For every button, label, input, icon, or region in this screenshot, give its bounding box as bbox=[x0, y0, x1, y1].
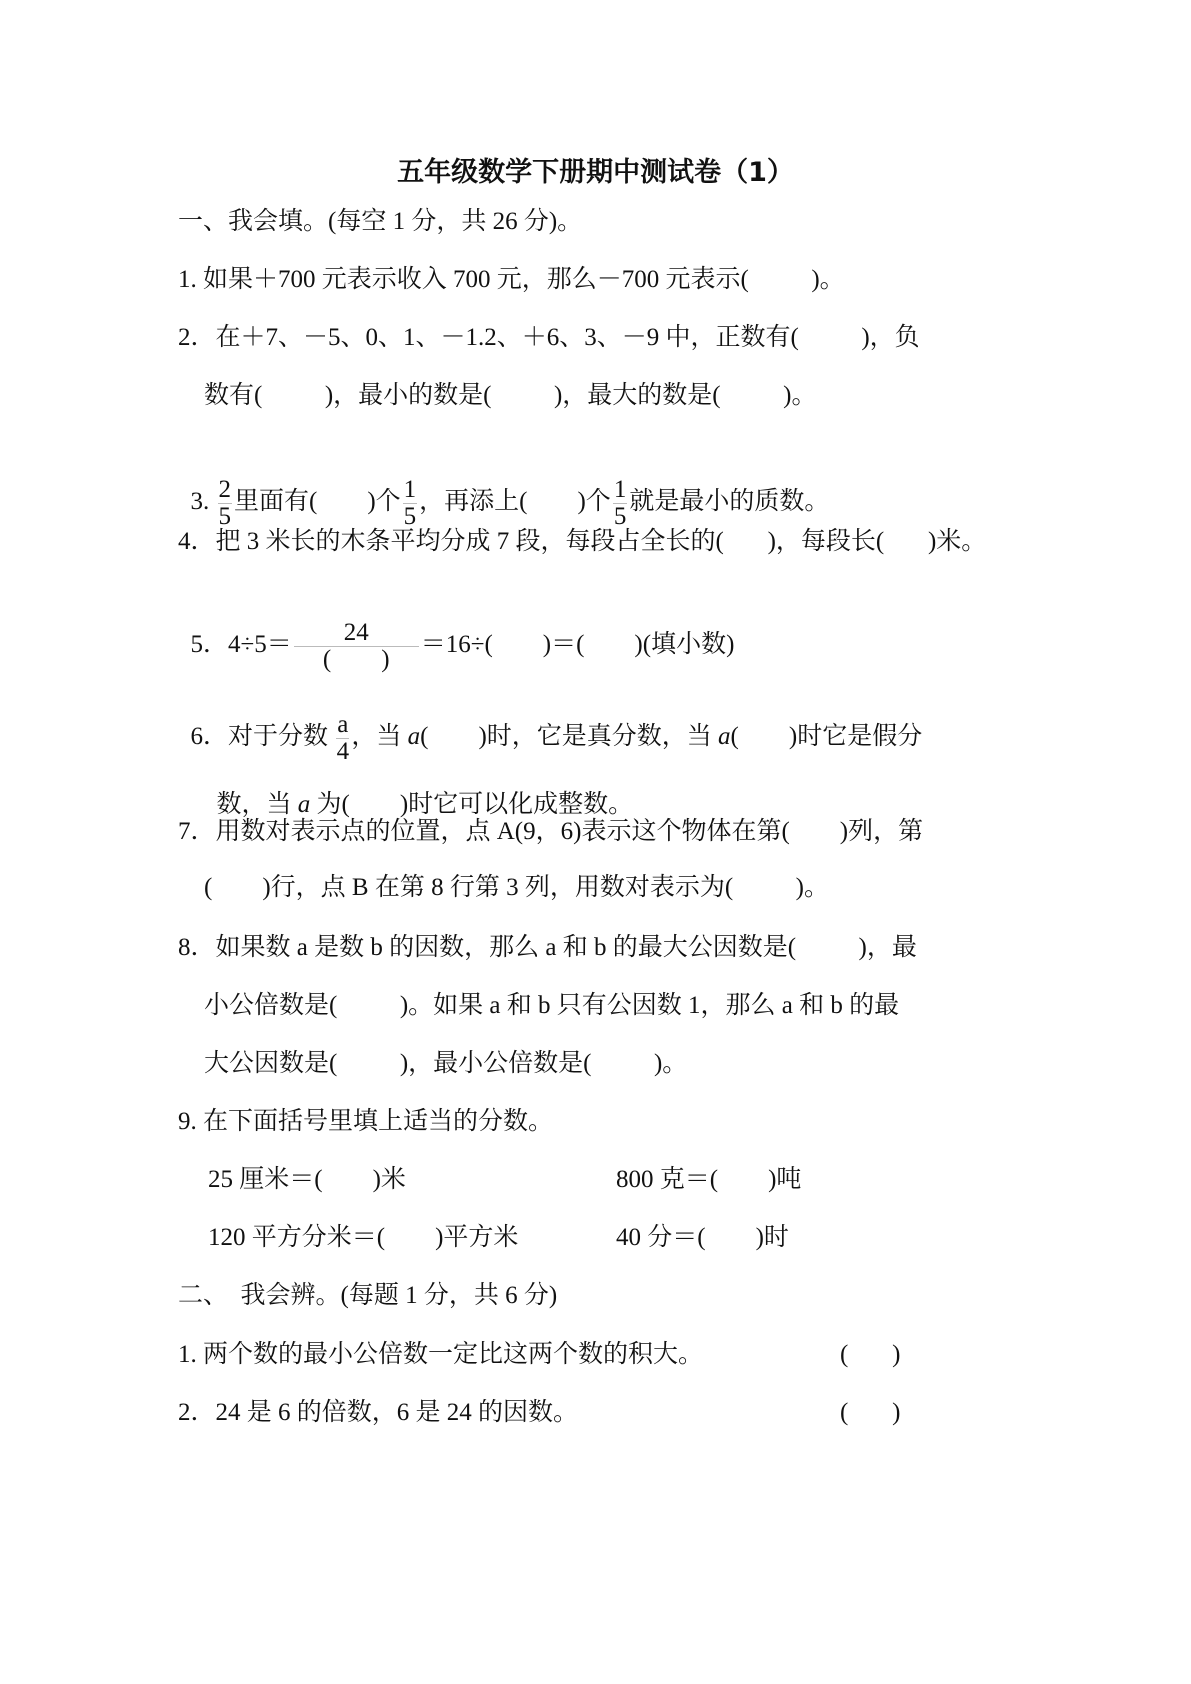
judge-question-2: 2．24 是 6 的倍数，6 是 24 的因数。 bbox=[178, 1399, 579, 1426]
question-9: 9. 在下面括号里填上适当的分数。 bbox=[178, 1108, 554, 1135]
fraction-2-5 bbox=[218, 477, 233, 530]
q6-text-1: ，当 bbox=[351, 723, 408, 751]
numerator: 1 bbox=[403, 476, 417, 503]
q6-text-3: ( )时它是假分 bbox=[730, 723, 923, 751]
fraction-1-5 bbox=[403, 477, 418, 530]
judge-question-1: 1. 两个数的最小公倍数一定比这两个数的积大。 bbox=[178, 1341, 704, 1368]
denominator-blank: ( ) bbox=[322, 646, 390, 673]
question-7-line-2: ( )行，点 B 在第 8 行第 3 列，用数对表示为( )。 bbox=[204, 874, 829, 901]
denominator: 5 bbox=[613, 503, 627, 530]
numerator: 1 bbox=[613, 476, 627, 503]
question-8-line-2: 小公倍数是( )。如果 a 和 b 只有公因数 1，那么 a 和 b 的最 bbox=[204, 992, 900, 1019]
question-9-item-3: 120 平方分米＝( )平方米 bbox=[208, 1224, 519, 1251]
question-2-line-1: 2．在＋7、－5、0、1、－1.2、＋6、3、－9 中，正数有( )，负 bbox=[178, 324, 920, 351]
question-9-item-2: 800 克＝( )吨 bbox=[616, 1166, 802, 1193]
section-1-heading: 一、我会填。(每空 1 分，共 26 分)。 bbox=[178, 208, 583, 235]
numerator: 2 bbox=[218, 476, 231, 503]
judge-answer-blank-1: ( ) bbox=[840, 1341, 901, 1368]
q3-text-2: ，再添上( )个 bbox=[419, 488, 611, 516]
q6-text-5: 为( )时它可以化成整数。 bbox=[310, 791, 634, 818]
question-6-line-2 bbox=[204, 757, 633, 821]
variable-a: a bbox=[407, 723, 421, 751]
q6-prefix: 6．对于分数 bbox=[190, 723, 335, 751]
question-4: 4．把 3 米长的木条平均分成 7 段，每段占全长的( )，每段长( )米。 bbox=[178, 528, 987, 555]
question-5 bbox=[178, 588, 734, 673]
question-7-line-1: 7．用数对表示点的位置，点 A(9，6)表示这个物体在第( )列，第 bbox=[178, 818, 924, 845]
variable-a: a bbox=[718, 723, 731, 751]
q3-text-1: 里面有( )个 bbox=[234, 488, 401, 516]
denominator: 5 bbox=[218, 503, 231, 530]
q6-text-4: 数，当 bbox=[216, 791, 298, 818]
question-9-item-4: 40 分＝( )时 bbox=[616, 1224, 789, 1251]
section-2-heading: 二、 我会辨。(每题 1 分，共 6 分) bbox=[178, 1282, 558, 1309]
variable-a: a bbox=[297, 791, 311, 818]
fraction-24-blank bbox=[294, 620, 419, 673]
numerator: 24 bbox=[294, 620, 419, 647]
denominator: 5 bbox=[403, 503, 417, 530]
judge-answer-blank-2: ( ) bbox=[840, 1399, 901, 1426]
q5-rest: ＝16÷( )＝( )(填小数) bbox=[420, 631, 735, 659]
numerator: a bbox=[337, 711, 349, 738]
page-title: 五年级数学下册期中测试卷（1） bbox=[397, 157, 794, 188]
question-2-line-2: 数有( )，最小的数是( )，最大的数是( )。 bbox=[204, 382, 817, 409]
question-3 bbox=[178, 445, 829, 530]
q3-prefix: 3. bbox=[190, 488, 216, 516]
question-1: 1. 如果＋700 元表示收入 700 元，那么－700 元表示( )。 bbox=[178, 266, 845, 293]
q5-prefix: 5．4÷5＝ bbox=[190, 631, 292, 659]
q3-text-3: 就是最小的质数。 bbox=[629, 488, 830, 516]
question-8-line-3: 大公因数是( )，最小公倍数是( )。 bbox=[204, 1050, 688, 1077]
denominator: 4 bbox=[336, 738, 350, 765]
q6-text-2: ( )时，它是真分数，当 bbox=[420, 723, 719, 751]
question-9-item-1: 25 厘米＝( )米 bbox=[208, 1166, 406, 1193]
question-6-line-1 bbox=[178, 680, 922, 765]
fraction-1-5 bbox=[613, 477, 628, 530]
question-8-line-1: 8．如果数 a 是数 b 的因数，那么 a 和 b 的最大公因数是( )，最 bbox=[178, 934, 917, 961]
